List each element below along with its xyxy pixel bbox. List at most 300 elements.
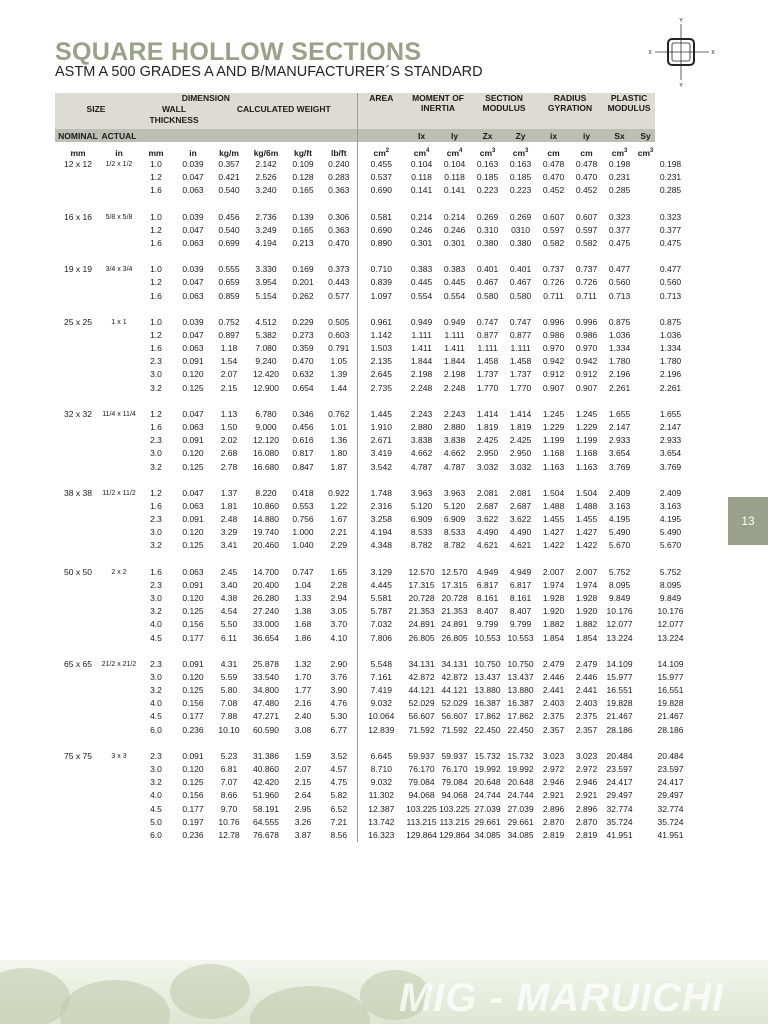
value-cell: 0.104 [443,159,466,169]
value-cell: 9.849 [659,593,682,604]
value-cell: 2.479 [575,658,598,669]
value-cell: 103.225 [406,803,437,814]
page-title: SQUARE HOLLOW SECTIONS [55,38,422,66]
value-cell: 0.632 [292,369,314,380]
value-cell: 0.475 [659,237,682,248]
value-cell: 2.425 [476,435,499,446]
value-cell: 22.450 [474,724,501,735]
value-cell: 0.323 [659,211,682,222]
value-cell: 2.29 [330,540,348,551]
nominal-size-cell [55,684,101,697]
value-cell: 3.163 [608,500,631,511]
nominal-size-cell [55,539,101,552]
value-cell: 3.08 [294,724,312,735]
properties-table [55,93,705,842]
value-cell: 2.409 [659,487,682,498]
value-cell: 12.570 [441,566,468,577]
value-cell: 14.880 [253,514,279,525]
value-cell: 0.401 [476,264,499,275]
value-cell: 2.441 [542,685,565,696]
unit-cell: cm [537,142,570,158]
value-cell: 0.301 [410,237,433,248]
value-cell: 16.387 [507,698,534,709]
value-cell: 1.488 [575,500,598,511]
actual-size-cell [101,526,137,539]
actual-size-cell [101,579,137,592]
actual-size-cell [101,368,137,381]
value-cell: 1.0 [150,211,162,222]
actual-size-cell [101,237,137,250]
value-cell: 0.756 [292,514,314,525]
value-cell: 0.401 [509,264,532,275]
value-cell: 13.437 [507,671,534,682]
value-cell: 129.864 [406,829,437,840]
actual-size-cell: 2 x 2 [111,568,127,576]
actual-size-cell [101,605,137,618]
value-cell: 0.912 [542,369,565,380]
value-cell: 2.921 [542,790,565,801]
value-cell: 4.75 [330,777,348,788]
value-cell: 1.67 [330,514,348,525]
value-cell: 0.922 [328,487,350,498]
value-cell: 0.198 [608,159,631,169]
value-cell: 0.737 [542,264,565,275]
unit-cell: mm [137,142,175,158]
value-cell: 2.40 [294,711,312,722]
value-cell: 6.52 [330,803,348,814]
nominal-size-cell [55,171,101,184]
value-cell: 24.891 [441,619,468,630]
nominal-size-cell [55,224,101,237]
value-cell: 7.21 [330,816,348,827]
table-row [55,355,705,368]
value-cell: 3.2 [150,461,162,472]
value-cell: 14.109 [657,658,684,669]
value-cell: 0.231 [659,172,682,183]
value-cell: 0.063 [182,566,204,577]
value-cell: 2.375 [575,711,598,722]
value-cell: 5.82 [330,790,348,801]
group-spacer [55,250,705,263]
value-cell: 4.194 [357,526,405,539]
value-cell: 12.78 [218,829,240,840]
value-cell: 0.580 [476,290,499,301]
value-cell: 1.655 [659,408,682,419]
value-cell: 1.040 [292,540,314,551]
value-cell: 4.5 [150,632,162,643]
value-cell: 6.909 [410,514,433,525]
value-cell: 2.007 [575,566,598,577]
value-cell: 20.460 [253,540,279,551]
value-cell: 0.246 [443,224,466,235]
nominal-size-cell [55,803,101,816]
value-cell: 3.29 [220,527,238,538]
value-cell: 3.023 [542,750,565,761]
value-cell: 2.68 [220,448,238,459]
value-cell: 3.0 [150,764,162,775]
value-cell: 1.77 [294,685,312,696]
value-cell: 2.07 [294,764,312,775]
value-cell: 24.744 [474,790,501,801]
actual-size-cell [101,342,137,355]
value-cell: 0.747 [292,566,314,577]
value-cell: 1.6 [150,422,162,433]
value-cell: 0.229 [292,316,314,327]
value-cell: 2.687 [509,500,532,511]
value-cell: 1.455 [575,514,598,525]
table-row [55,829,705,842]
table-row [55,263,705,276]
value-cell: 0.125 [182,606,204,617]
value-cell: 2.15 [294,777,312,788]
value-cell: 0.163 [509,159,532,169]
value-cell: 1.780 [608,356,631,367]
value-cell: 1.245 [542,408,565,419]
value-cell: 8.56 [330,829,348,840]
value-cell: 3.0 [150,593,162,604]
value-cell: 4.621 [476,540,499,551]
value-cell: 0.456 [218,211,240,222]
nominal-size-cell [55,710,101,723]
value-cell: 0.877 [509,329,532,340]
value-cell: 47.271 [253,711,279,722]
value-cell: 0.603 [328,329,350,340]
value-cell: 0.169 [292,264,314,275]
table-row [55,276,705,289]
value-cell: 3.654 [608,448,631,459]
value-cell: 1.974 [575,579,598,590]
value-cell: 2.94 [330,593,348,604]
value-cell: 26.805 [408,632,435,643]
value-cell: 0.710 [357,263,405,276]
value-cell: 21.353 [408,606,435,617]
value-cell: 6.0 [150,829,162,840]
actual-size-cell [101,816,137,829]
value-cell: 1.097 [357,290,405,303]
value-cell: 4.662 [410,448,433,459]
actual-size-cell [101,710,137,723]
value-cell: 0.912 [575,369,598,380]
value-cell: 0.047 [182,224,204,235]
unit-cell: kg/m [211,142,247,158]
value-cell: 0.214 [443,211,466,222]
value-cell: 24.417 [657,777,684,788]
value-cell: 0.847 [292,461,314,472]
value-cell: 2.880 [443,422,466,433]
value-cell: 4.10 [330,632,348,643]
value-cell: 20.400 [253,579,279,590]
value-cell: 21.467 [606,711,633,722]
group-spacer [55,474,705,487]
value-cell: 1.036 [659,329,682,340]
value-cell: 113.215 [406,816,437,827]
actual-size-cell [101,763,137,776]
table-row [55,500,705,513]
value-cell: 0.223 [476,185,499,196]
nominal-size-cell [55,355,101,368]
actual-size-cell [101,276,137,289]
value-cell: 0.177 [182,803,204,814]
value-cell: 76.678 [253,829,279,840]
value-cell: 0.125 [182,540,204,551]
value-cell: 4.445 [357,579,405,592]
value-cell: 0.223 [509,185,532,196]
value-cell: 2.526 [255,172,277,183]
value-cell: 1.37 [220,487,238,498]
table-row [55,632,705,645]
value-cell: 10.860 [253,500,279,511]
value-cell: 2.261 [608,382,631,393]
value-cell: 23.597 [657,764,684,775]
actual-size-cell: 21/2 x 21/2 [101,660,137,668]
value-cell: 7.080 [255,343,277,354]
value-cell: 4.490 [509,527,532,538]
value-cell: 1.6 [150,343,162,354]
value-cell: 0.120 [182,764,204,775]
value-cell: 4.0 [150,790,162,801]
value-cell: 4.949 [476,566,499,577]
value-cell: 47.480 [253,698,279,709]
value-cell: 1.44 [330,382,348,393]
value-cell: 6.645 [357,750,405,763]
value-cell: 17.862 [474,711,501,722]
value-cell: 1.455 [542,514,565,525]
value-cell: 1.01 [330,422,348,433]
value-cell: 0.970 [542,343,565,354]
value-cell: 3.40 [220,579,238,590]
value-cell: 2.248 [443,382,466,393]
value-cell: 0.560 [608,277,631,288]
unit-cell: $cm^3$ [471,142,504,158]
value-cell: 1.819 [476,422,499,433]
value-cell: 0.118 [444,172,465,183]
value-cell: 27.039 [507,803,534,814]
value-cell: 2.880 [410,422,433,433]
value-cell: 0.581 [357,211,405,224]
value-cell: 4.5 [150,711,162,722]
value-cell: 1.142 [357,329,405,342]
value-cell: 0.477 [608,264,631,275]
value-cell: 3.2 [150,685,162,696]
value-cell: 6.11 [221,632,237,643]
value-cell: 29.661 [507,816,534,827]
value-cell: 1.6 [150,566,162,577]
value-cell: 2.921 [575,790,598,801]
value-cell: 4.54 [220,606,238,617]
value-cell: 0.047 [182,277,204,288]
value-cell: 12.077 [657,619,684,630]
value-cell: 0.177 [182,711,204,722]
table-row [55,158,705,171]
table-row [55,566,705,579]
header-size: SIZE [55,104,137,129]
nominal-size-cell [55,329,101,342]
value-cell: 13.437 [474,671,501,682]
value-cell: 2.081 [509,487,532,498]
value-cell: 3.05 [330,606,348,617]
value-cell: 11.302 [357,789,405,802]
actual-size-cell [101,776,137,789]
value-cell: 0.380 [476,237,499,248]
nominal-size-cell [55,776,101,789]
value-cell: 2.95 [294,803,312,814]
value-cell: 0.201 [292,277,314,288]
value-cell: 16.680 [253,461,279,472]
value-cell: 1.05 [330,356,348,367]
actual-size-cell [101,447,137,460]
value-cell: 2.21 [330,527,348,538]
actual-size-cell [101,789,137,802]
value-cell: 8.095 [659,579,682,590]
value-cell: 9.032 [357,776,405,789]
value-cell: 0.421 [218,172,240,183]
value-cell: 12.900 [253,382,279,393]
value-cell: 0.377 [659,224,682,235]
value-cell: 9.70 [220,803,238,814]
value-cell: 0.177 [182,632,204,643]
value-cell: 1.36 [330,435,348,446]
value-cell: 3.249 [255,224,277,235]
table-row [55,237,705,250]
value-cell: 0.597 [575,224,598,235]
value-cell: 12.839 [357,724,405,737]
value-cell: 5.670 [659,540,682,551]
value-cell: 7.419 [357,684,405,697]
value-cell: 3.032 [476,461,499,472]
value-cell: 0.554 [443,290,466,301]
value-cell: 0.607 [575,211,598,222]
value-cell: 2.819 [542,829,565,840]
value-cell: 1.50 [220,422,238,433]
table-row [55,434,705,447]
value-cell: 1.427 [575,527,598,538]
value-cell: 2.950 [509,448,532,459]
value-cell: 2.870 [542,816,565,827]
value-cell: 0.380 [509,237,532,248]
value-cell: 0.039 [182,316,204,327]
value-cell: 94.068 [408,790,435,801]
value-cell: 79.084 [408,777,435,788]
value-cell: 3.963 [410,487,433,498]
value-cell: 2.02 [220,435,238,446]
value-cell: 4.0 [150,698,162,709]
value-cell: 0.120 [182,671,204,682]
value-cell: 1.445 [357,408,405,421]
value-cell: 0.165 [292,185,314,196]
actual-size-cell [101,803,137,816]
value-cell: 16.323 [357,829,405,842]
value-cell: 0.104 [410,159,433,169]
value-cell: 71.592 [408,724,435,735]
value-cell: 0.875 [608,316,631,327]
value-cell: 5.490 [608,527,631,538]
value-cell: 3.954 [255,277,277,288]
unit-cell: cm [570,142,603,158]
value-cell: 0.231 [608,172,631,183]
value-cell: 2.28 [330,579,348,590]
value-cell: 3.240 [255,185,277,196]
value-cell: 0.452 [575,185,598,196]
table-row [55,329,705,342]
value-cell: 1.70 [294,671,312,682]
value-cell: 0.214 [410,211,433,222]
value-cell: 2.972 [575,764,598,775]
table-row [55,671,705,684]
value-cell: 0.163 [476,159,499,169]
value-cell: 10.553 [507,632,534,643]
value-cell: 5.787 [357,605,405,618]
axis-label-y-bottom: Y [679,83,683,88]
value-cell: 1.229 [542,422,565,433]
nominal-size-cell: 50 x 50 [64,566,92,577]
group-spacer [55,553,705,566]
value-cell: 0.310 [476,224,499,235]
value-cell: 1.854 [542,632,565,643]
page-subtitle: ASTM A 500 GRADES A AND B/MANUFACTURER´S STANDARD [55,64,483,80]
value-cell: 13.224 [657,632,684,643]
value-cell: 28.186 [606,724,633,735]
unit-cell: kg/ft [285,142,321,158]
value-cell: 33.000 [253,619,279,630]
value-cell: 0.285 [608,185,631,196]
value-cell: 0.373 [328,264,350,275]
value-cell: 42.872 [408,671,435,682]
value-cell: 0.091 [182,514,204,525]
value-cell: 0.125 [182,777,204,788]
value-cell: 8.407 [476,606,499,617]
nominal-size-cell: 32 x 32 [64,408,92,419]
axis-label-x-right: X [711,50,715,56]
value-cell: 0.478 [542,159,565,169]
value-cell: 3.0 [150,671,162,682]
value-cell: 2.403 [542,698,565,709]
table-row [55,421,705,434]
value-cell: 12.077 [606,619,633,630]
header-section-modulus: SECTION MODULUS [471,93,537,129]
actual-size-cell [101,829,137,842]
value-cell: 10.750 [507,658,534,669]
value-cell: 3.838 [443,435,466,446]
value-cell: 0.996 [575,316,598,327]
nominal-size-cell [55,763,101,776]
header-ix: Ix [405,129,438,142]
value-cell: 2.3 [150,356,162,367]
value-cell: 3.70 [330,619,348,630]
value-cell: 44.121 [408,685,435,696]
value-cell: 3.52 [330,750,348,761]
value-cell: 5.59 [220,671,238,682]
value-cell: 1.2 [150,408,162,419]
nominal-size-cell [55,724,101,737]
value-cell: 0.711 [543,290,564,301]
unit-cell: $cm^3$ [504,142,537,158]
value-cell: 1.0 [150,159,162,169]
actual-size-cell [101,632,137,645]
value-cell: 1.39 [330,369,348,380]
nominal-size-cell: 65 x 65 [64,658,92,669]
value-cell: 5.50 [220,619,238,630]
value-cell: 0.890 [357,237,405,250]
value-cell: 64.555 [253,816,279,827]
value-cell: 0.478 [575,159,598,169]
nominal-size-cell [55,434,101,447]
value-cell: 3.258 [357,513,405,526]
value-cell: 2.3 [150,658,162,669]
table-row [55,539,705,552]
table-row [55,724,705,737]
value-cell: 15.732 [474,750,501,761]
page-tab[interactable]: 13 [728,497,768,545]
